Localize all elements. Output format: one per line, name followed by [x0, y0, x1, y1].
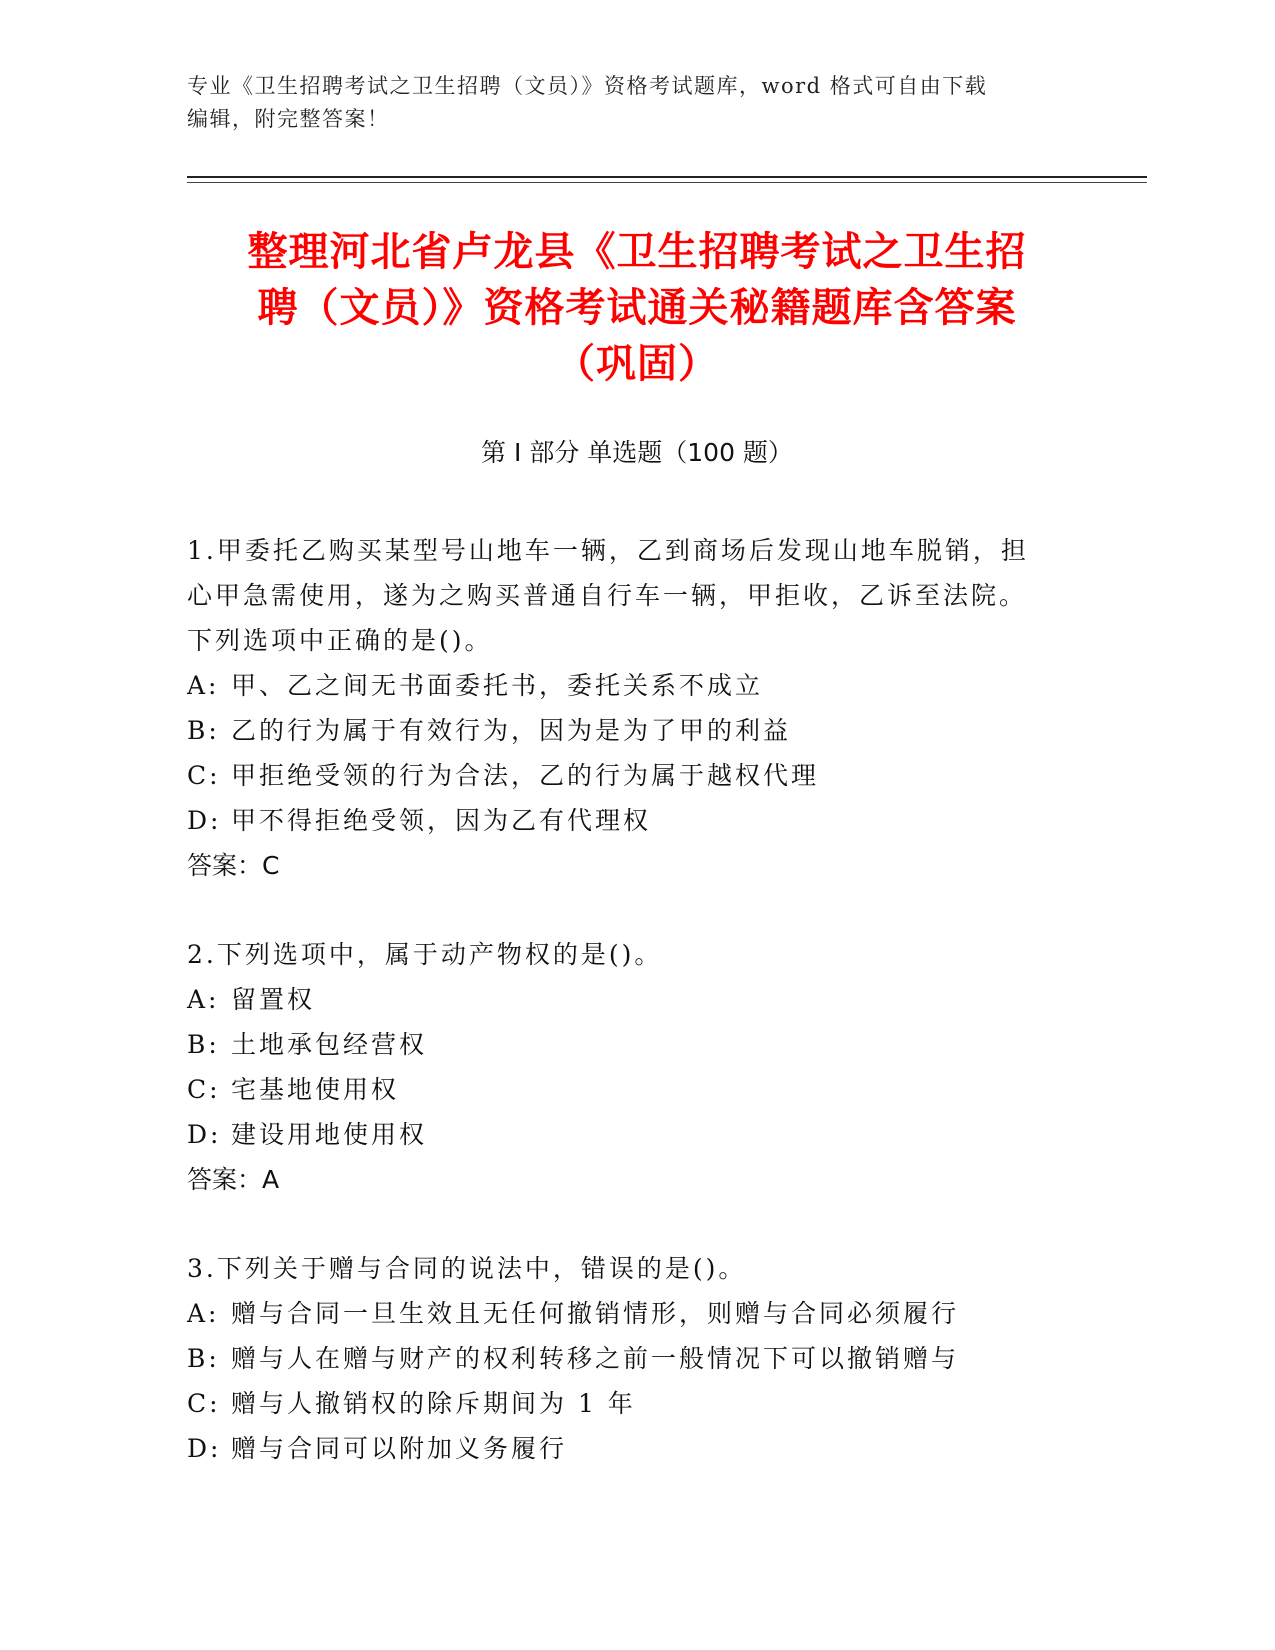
option-letter: A: [187, 671, 220, 700]
question-2-stem [187, 932, 1087, 977]
option-a [187, 1291, 1087, 1336]
header-note [187, 70, 1087, 136]
option-text: 甲、乙之间无书面委托书，委托关系不成立 [231, 671, 764, 700]
option-text: 赠与人在赠与财产的权利转移之前一般情况下可以撤销赠与 [231, 1344, 960, 1373]
question-1 [187, 528, 1087, 888]
option-d [187, 1112, 1087, 1157]
option-letter: C: [187, 1075, 221, 1104]
option-a [187, 977, 1087, 1022]
option-b [187, 708, 1087, 753]
option-letter: B: [187, 1030, 220, 1059]
option-letter: B: [187, 716, 220, 745]
question-list [187, 528, 1087, 1515]
question-1-stem [187, 528, 1087, 663]
option-b [187, 1336, 1087, 1381]
option-text: 土地承包经营权 [231, 1030, 428, 1059]
option-text: 建设用地使用权 [231, 1120, 428, 1149]
option-letter: C: [187, 761, 221, 790]
option-d [187, 1426, 1087, 1471]
header-note-line-2: 编辑，附完整答案！ [187, 107, 390, 131]
option-a [187, 663, 1087, 708]
option-letter: C: [187, 1389, 221, 1418]
option-d [187, 798, 1087, 843]
option-letter: D: [187, 806, 222, 835]
section-heading: 第 I 部分 单选题（100 题） [481, 438, 793, 467]
option-c [187, 753, 1087, 798]
document-title [187, 224, 1087, 392]
question-1-answer: 答案：C [187, 851, 280, 880]
option-letter: A: [187, 985, 220, 1014]
option-letter: B: [187, 1344, 220, 1373]
option-c [187, 1381, 1087, 1426]
document-title-line-2: 聘（文员）》资格考试通关秘籍题库含答案 [257, 285, 1017, 331]
question-stem-line: 1.甲委托乙购买某型号山地车一辆，乙到商场后发现山地车脱销，担 [187, 536, 1029, 565]
document-title-line-1: 整理河北省卢龙县《卫生招聘考试之卫生招 [247, 229, 1027, 275]
document-title-line-3: （巩固） [555, 341, 719, 387]
header-divider-thin [187, 182, 1147, 183]
question-stem-line: 3.下列关于赠与合同的说法中，错误的是()。 [187, 1254, 747, 1283]
option-c [187, 1067, 1087, 1112]
option-text: 甲不得拒绝受领，因为乙有代理权 [231, 806, 652, 835]
option-text: 赠与合同一旦生效且无任何撤销情形，则赠与合同必须履行 [231, 1299, 960, 1328]
option-text: 赠与合同可以附加义务履行 [231, 1434, 568, 1463]
question-3-stem [187, 1246, 1087, 1291]
question-2 [187, 932, 1087, 1202]
option-b [187, 1022, 1087, 1067]
question-3 [187, 1246, 1087, 1471]
question-stem-line: 下列选项中正确的是()。 [187, 626, 493, 655]
option-letter: D: [187, 1434, 222, 1463]
option-text: 赠与人撤销权的除斥期间为 1 年 [231, 1389, 636, 1418]
header-divider-thick [187, 176, 1147, 178]
option-letter: A: [187, 1299, 220, 1328]
option-text: 宅基地使用权 [231, 1075, 400, 1104]
header-note-line-1: 专业《卫生招聘考试之卫生招聘（文员）》资格考试题库，word 格式可自由下载 [187, 74, 988, 98]
question-stem-line: 心甲急需使用，遂为之购买普通自行车一辆，甲拒收，乙诉至法院。 [187, 581, 1028, 610]
option-letter: D: [187, 1120, 222, 1149]
option-text: 留置权 [231, 985, 316, 1014]
question-2-answer: 答案：A [187, 1165, 280, 1194]
question-stem-line: 2.下列选项中，属于动产物权的是()。 [187, 940, 663, 969]
option-text: 乙的行为属于有效行为，因为是为了甲的利益 [231, 716, 792, 745]
option-text: 甲拒绝受领的行为合法，乙的行为属于越权代理 [231, 761, 820, 790]
